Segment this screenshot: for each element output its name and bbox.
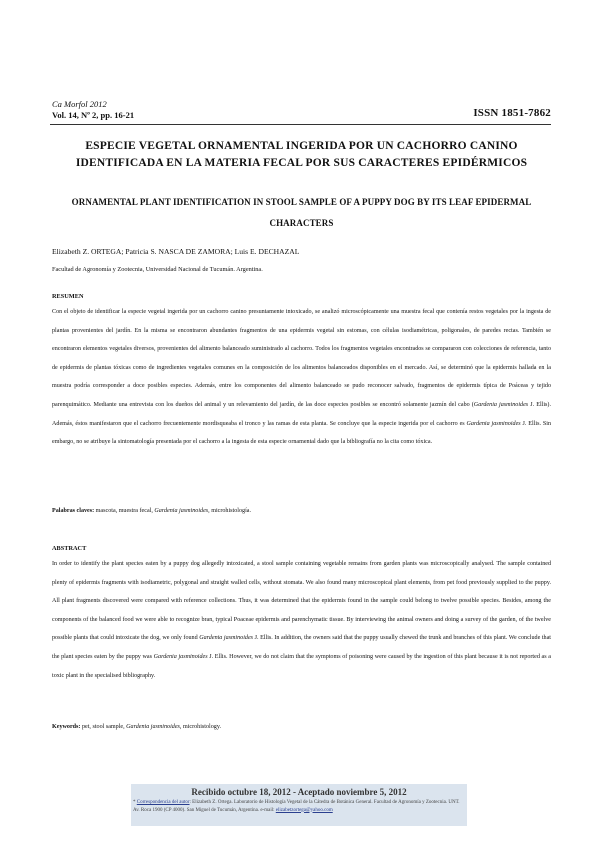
header-rule [50,124,551,125]
issn: ISSN 1851-7862 [473,107,551,119]
correspondence-text: : Elizabeth Z. Ortega. Laboratorio de Histología Vegetal de la Cátedra de Botánica General. Facultad de Agronomía y Zootecnia. UNT. Av. Roca 1900 (CP 4000). San Miguel de Tucumán, Argentina. e-mail: [133,800,460,813]
affiliation: Facultad de Agronomía y Zootecnia, Universidad Nacional de Tucumán. Argentina. [52,266,263,273]
title-spanish: ESPECIE VEGETAL ORNAMENTAL INGERIDA POR UN CACHORRO CANINO IDENTIFICADA EN LA MATERIA FECAL POR SUS CARACTERES EPIDÉRMICOS [75,140,528,169]
resumen-species-1: Gardenia jasminoides [473,401,529,408]
journal-citation [52,99,134,120]
correspondence-marker: * [133,800,137,805]
title-english: ORNAMENTAL PLANT IDENTIFICATION IN STOOL SAMPLE OF A PUPPY DOG BY ITS LEAF EPIDERMAL CHARACTERS [71,197,532,228]
abstract-species-2: Gardenia jasminoides [153,653,208,660]
abstract-text [52,555,551,685]
journal-name: Ca Morfol 2012 [52,99,107,109]
resumen-text-2: J. Ellis). Además, éstos manifestaron que el cachorro frecuentemente mordisqueaba el tronco y las ramas de esta planta. Se concluye que la especie ingerida por el cachorro es [52,401,551,427]
resumen-heading: RESUMEN [52,293,84,300]
keywords-text-1: pet, stool sample, [80,724,127,730]
palabras-claves-text-1: mascota, muestra fecal, [94,508,155,514]
received-date: Recibido octubre 18, 2012 - Aceptado noviembre 5, 2012 [191,787,407,797]
palabras-claves [52,508,251,514]
resumen-text-3: J. Ellis. Sin embargo, no se atribuye la sintomatología presentada por el cachorro a la ingesta de esta especie ornamental dado que la bibliografía no la cita como tóxica. [52,420,551,446]
palabras-claves-species: Gardenia jasminoides [154,508,209,514]
abstract-text-3: J. Ellis. However, we do not claim that the symptoms of poisoning were caused by the ingestion of this plant because it is not reported as a toxic plant in the specialised bibliography. [52,653,551,679]
palabras-claves-label: Palabras claves: [52,508,95,514]
keywords [52,724,221,730]
footer-box [131,784,467,826]
abstract-text-2: J. Ellis. In addition, the owners said that the puppy usually chewed the trunk and branches of this plant. We conclude that the plant species eaten by the puppy was [52,635,552,660]
abstract-heading: ABSTRACT [52,545,87,552]
journal-volume: Vol. 14, Nº 2, pp. 16-21 [52,109,135,120]
resumen-text-1: Con el objeto de identificar la especie vegetal ingerida por un cachorro canino presuntamente intoxicado, se analizó microscópicamente una muestra fecal que contenía restos vegetales por la ingesta de plantas provenientes del jardín. En la misma se encontraron abundantes fragmentos de una epidermis vegetal sin estomas, con células isodiamétricas, poligonales, de paredes rectas. También se encontraron elementos vegetales diversos, provenientes del alimento balanceado suministrado al cachorro. Todos los fragmentos vegetales encontrados se compararon con colecciones de referencia, tanto de epidermis de plantas tóxicas como de ingredientes vegetales comunes en la composición de los alimentos balanceados disponibles en el mercado. Así, se determinó que la epidermis hallada en la muestra podría corresponder a doce posibles especies. Además, entre los componentes del alimento balanceado se pudo reconocer salvado, fragmentos de epidermis típica de Poáceas y tejido parenquimático. Mediante una entrevista con los dueños del animal y un relevamiento del jardín, de las doce especies posibles se encontró solamente jazmín del cabo ( [52,309,551,408]
resumen-species-2: Gardenia jasminoides [466,420,521,427]
keywords-species: Gardenia jasminoides [126,724,180,730]
resumen-text [52,303,551,452]
correspondence-link[interactable]: Correspondencia del autor [136,800,190,805]
keywords-text-2: , microhistology. [179,724,221,730]
keywords-label: Keywords: [52,724,81,730]
palabras-claves-text-2: , microhistología. [208,508,251,514]
authors: Elizabeth Z. ORTEGA; Patricia S. NASCA DE ZAMORA; Luis E. DECHAZAL [52,247,300,256]
abstract-species-1: Gardenia jasminoides [199,635,254,642]
correspondence [133,799,465,814]
abstract-text-1: In order to identify the plant species eaten by a puppy dog allegedly intoxicated, a stool sample containing vegetable remains from garden plants was microscopically analysed. The sample contained plenty of epidermis fragments with isodiametric, polygonal and straight walled cells, without stomata. We also found many microscopical plant elements, from pet food previously supplied to the puppy. All plant fragments discovered were compared with reference collections. Thus, it was determined that the epidermis found in the sample could belong to twelve possible species. Besides, among the components of the balanced food we were able to recognize bran, typical Poaceae epidermis and parenchymatic tissue. By interviewing the animal owners and doing a survey of the garden, of the twelve possible plants that could intoxicate the dog, we only found [52,561,551,642]
email-link[interactable]: elizabetzortega@yahoo.com [275,807,333,813]
